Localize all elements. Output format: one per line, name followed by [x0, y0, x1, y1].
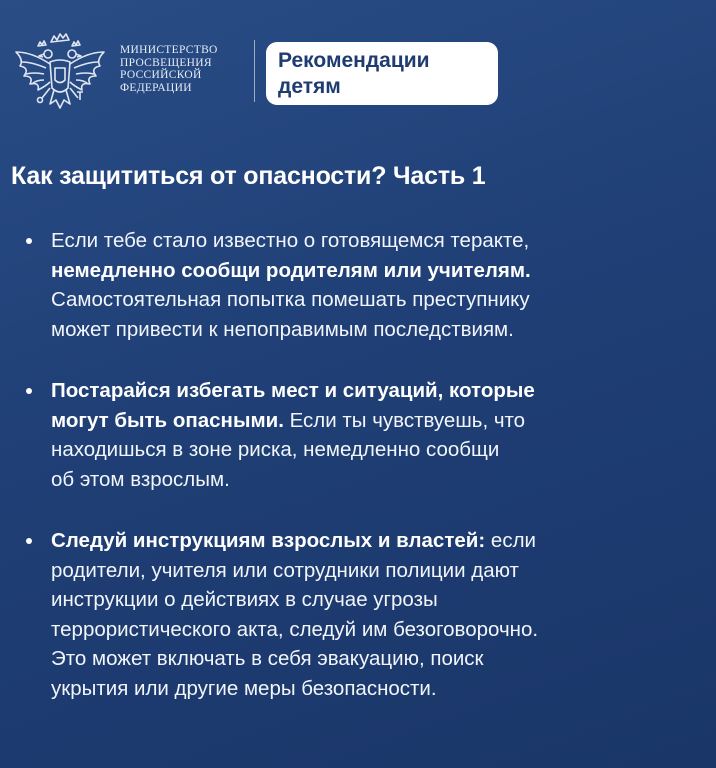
ministry-line: ФЕДЕРАЦИИ	[120, 81, 192, 94]
item-line: Следуй инструкциям взрослых и властей: если	[51, 529, 536, 552]
ministry-line: МИНИСТЕРСТВО	[120, 44, 218, 56]
list-item	[22, 526, 712, 703]
list-item	[22, 376, 712, 494]
item-line: террористического акта, следуй им безоговорочно.	[51, 617, 539, 641]
recommendation-list	[22, 226, 712, 735]
item-line: могут быть опасными. Если ты чувствуешь, что	[51, 408, 526, 432]
item-line: Это может включать в себя эвакуацию, поиск	[51, 647, 484, 670]
list-item	[22, 226, 712, 344]
badge-line: Рекомендации	[278, 49, 430, 72]
item-line: немедленно сообщи родителям или учителям.	[51, 258, 531, 282]
item-line: находишься в зоне риска, немедленно сообщи	[51, 438, 500, 461]
item-line: об этом взрослым.	[51, 467, 230, 491]
recommendations-badge	[266, 42, 498, 105]
ministry-line: ПРОСВЕЩЕНИЯ	[120, 56, 212, 69]
header-divider	[254, 40, 255, 102]
item-line: может привести к непоправимым последствиям.	[51, 317, 514, 341]
item-line: инструкции о действиях в случае угрозы	[51, 588, 438, 611]
bullet-icon	[26, 238, 32, 244]
ministry-name	[120, 44, 218, 94]
double-headed-eagle-emblem-icon	[10, 30, 110, 116]
item-line: укрытия или другие меры безопасности.	[51, 676, 437, 700]
badge-line: детям	[278, 75, 341, 98]
item-line: Самостоятельная попытка помешать преступнику	[51, 288, 530, 311]
ministry-line: РОССИЙСКОЙ	[120, 69, 202, 81]
item-line: Постарайся избегать мест и ситуаций, которые	[51, 379, 535, 402]
bullet-icon	[26, 538, 32, 544]
page-title: Как защититься от опасности? Часть 1	[11, 162, 486, 190]
bullet-icon	[26, 388, 32, 394]
item-line: Если тебе стало известно о готовящемся теракте,	[51, 229, 530, 252]
item-line: родители, учителя или сотрудники полиции дают	[51, 558, 519, 582]
